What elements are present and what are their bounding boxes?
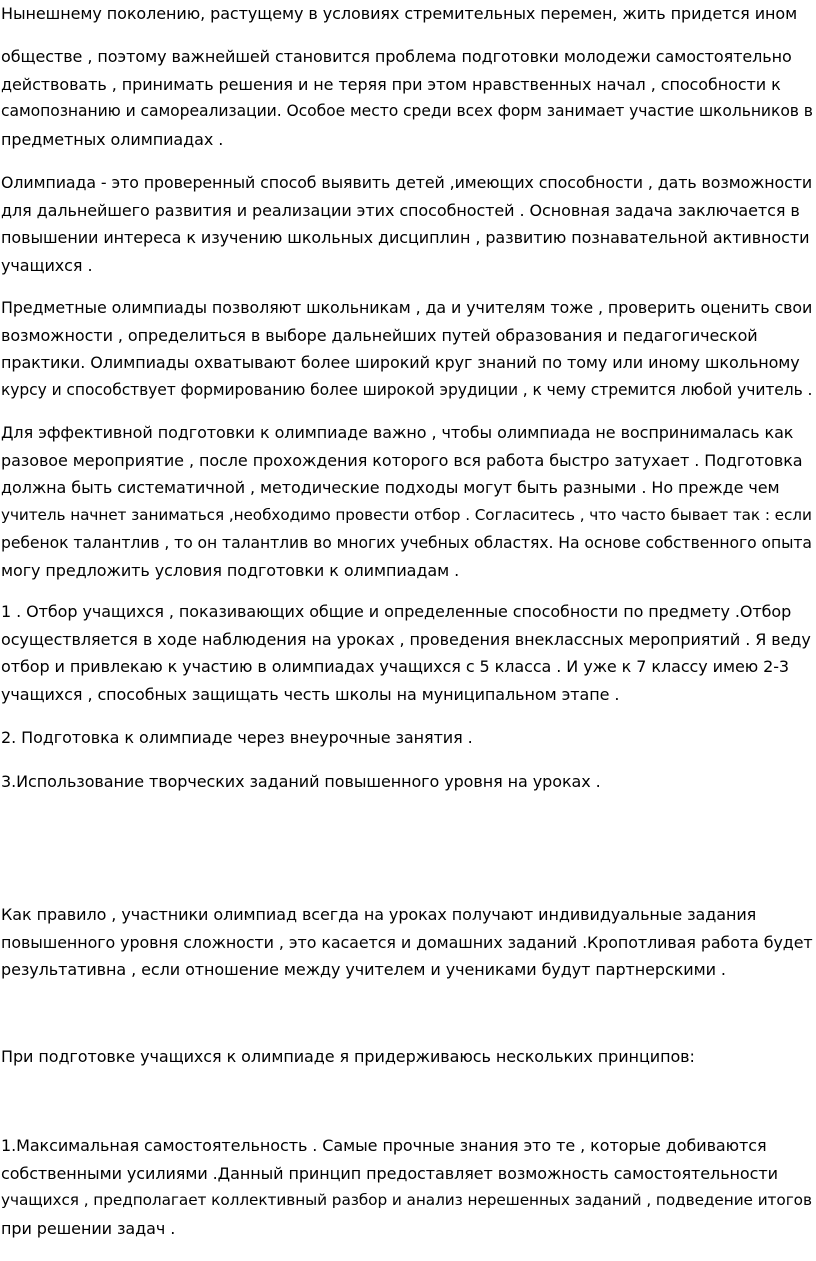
- text-line: предметных олимпиадах .: [1, 129, 224, 149]
- text-line: результативна , если отношение между учителем и учениками будут партнерскими .: [1, 960, 726, 979]
- text-line: осуществляется в ходе наблюдения на уроках , проведения внеклассных мероприятий . Я веду: [1, 629, 811, 649]
- text-line: ребенок талантлив , то он талантлив во многих учебных областях. На основе собственного опыта: [1, 533, 812, 552]
- paragraph-olympiad-definition: [1, 169, 812, 279]
- paragraph-subject-olympiads: [1, 294, 812, 404]
- text-line: действовать , принимать решения и не теряя при этом нравственных начал , способности к: [1, 74, 781, 94]
- text-line: Как правило , участники олимпиад всегда на уроках получают индивидуальные задания: [1, 905, 757, 924]
- text-line: учащихся , предполагает коллективный разбор и анализ нерешенных заданий , подведение итогов: [1, 1191, 812, 1209]
- text-line: Нынешнему поколению, растущему в условиях стремительных перемен, жить придется ином: [1, 4, 798, 23]
- paragraph-individual-tasks: [1, 901, 813, 984]
- text-line: отбор и привлекаю к участию в олимпиадах учащихся с 5 класса . И уже к 7 классу имею 2-3: [1, 657, 790, 676]
- text-line: самопознанию и самореализации. Особое место среди всех форм занимает участие школьников в: [1, 102, 813, 120]
- list-item-creative-tasks: [1, 768, 601, 796]
- text-line: 3.Использование творческих заданий повышенного уровня на уроках .: [1, 772, 601, 791]
- text-line: 2. Подготовка к олимпиаде через внеурочные занятия .: [1, 728, 473, 747]
- list-item-extracurricular: [1, 724, 473, 752]
- text-line: могу предложить условия подготовки к олимпиадам .: [1, 560, 460, 580]
- text-line: учащихся .: [1, 255, 93, 275]
- text-line: При подготовке учащихся к олимпиаде я придерживаюсь нескольких принципов:: [1, 1047, 695, 1066]
- text-line: Для эффективной подготовки к олимпиаде важно , чтобы олимпиада не воспринималась как: [1, 423, 794, 442]
- list-item-independence: [1, 1132, 812, 1242]
- list-item-selection: [1, 598, 811, 708]
- text-line: курсу и способствует формированию более широкой эрудиции , к чему стремится любой учитель .: [1, 380, 813, 399]
- text-line: для дальнейшего развития и реализации этих способностей . Основная задача заключается в: [1, 200, 800, 220]
- text-line: практики. Олимпиады охватывают более широкий круг знаний по тому или иному школьному: [1, 353, 800, 372]
- text-line: учитель начнет заниматься ,необходимо провести отбор . Согласитесь , что часто бывает так : если: [1, 505, 812, 524]
- text-line: собственными усилиями .Данный принцип предоставляет возможность самостоятельности: [1, 1163, 778, 1183]
- paragraph-principles-intro: [1, 1043, 695, 1071]
- text-line: разовое мероприятие , после прохождения которого вся работа быстро затухает . Подготовка: [1, 450, 803, 470]
- paragraph-intro: [1, 43, 813, 153]
- text-line: возможности , определиться в выборе дальнейших путей образования и педагогической: [1, 325, 758, 345]
- paragraph-intro-first-line: [1, 0, 797, 28]
- text-line: повышении интереса к изучению школьных дисциплин , развитию познавательной активности: [1, 228, 810, 247]
- text-line: Предметные олимпиады позволяют школьникам , да и учителям тоже , проверить оценить свои: [1, 298, 813, 317]
- text-line: обществе , поэтому важнейшей становится проблема подготовки молодежи самостоятельно: [1, 47, 792, 66]
- text-line: повышенного уровня сложности , это касается и домашних заданий .Кропотливая работа будет: [1, 932, 813, 952]
- text-line: должна быть систематичной , методические подходы могут быть разными . Но прежде чем: [1, 478, 780, 497]
- text-line: 1 . Отбор учащихся , показивающих общие и определенные способности по предмету .Отбор: [1, 602, 792, 621]
- text-line: при решении задач .: [1, 1218, 176, 1238]
- text-line: учащихся , способных защищать честь школы на муниципальном этапе .: [1, 684, 620, 704]
- text-line: 1.Максимальная самостоятельность . Самые прочные знания это те , которые добиваются: [1, 1136, 767, 1155]
- paragraph-effective-preparation: [1, 419, 812, 584]
- text-line: Олимпиада - это проверенный способ выявить детей ,имеющих способности , дать возможности: [1, 173, 813, 192]
